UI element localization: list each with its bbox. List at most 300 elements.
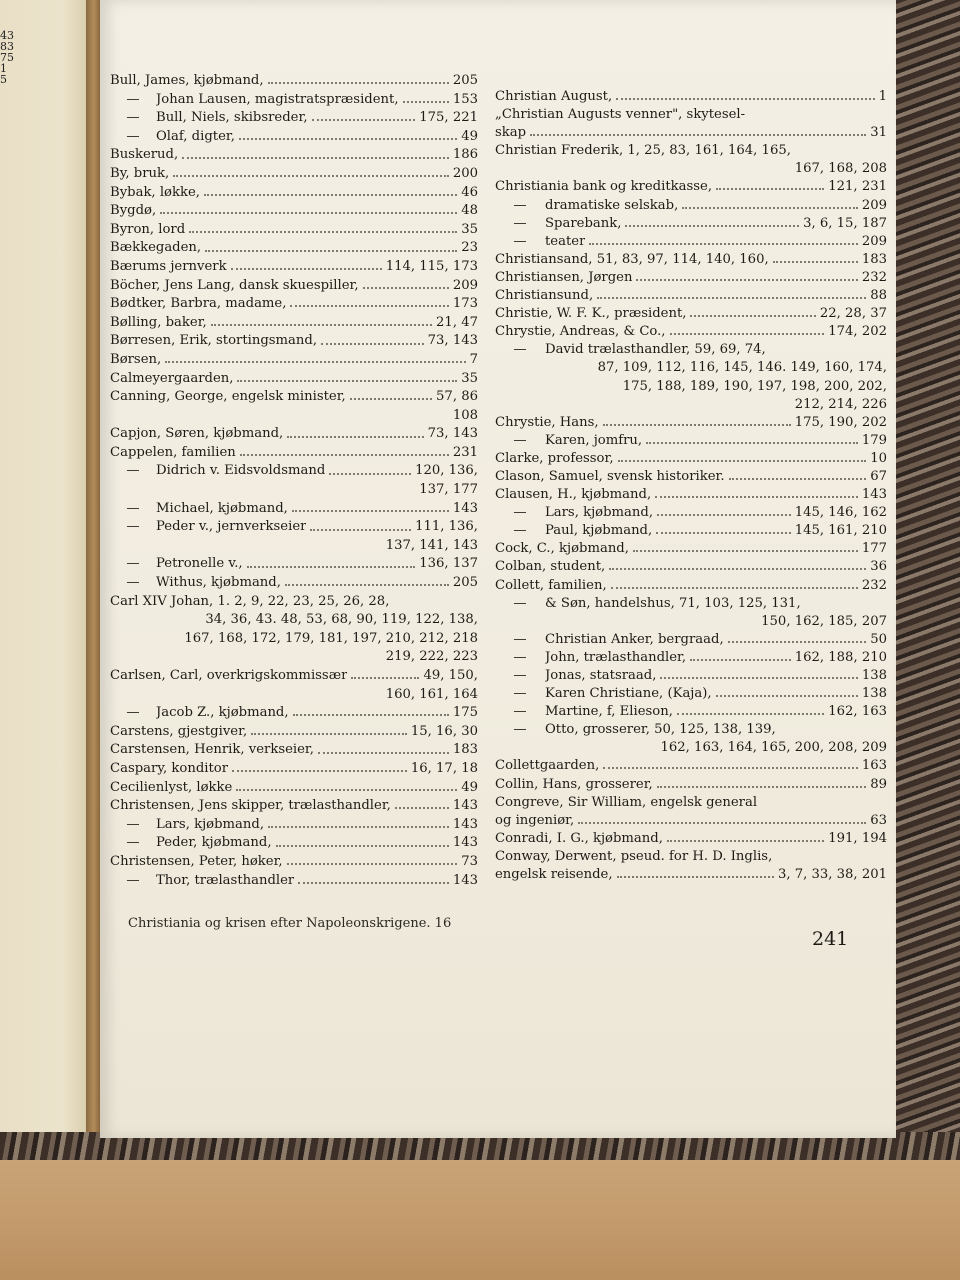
index-entry-leader	[268, 822, 449, 828]
index-entry-leader	[682, 203, 858, 209]
index-entry-name: Canning, George, engelsk minister,	[110, 389, 346, 405]
index-entry-leader	[204, 190, 457, 196]
facing-page-text	[0, 30, 20, 85]
index-entry-leader	[618, 456, 867, 462]
facing-page	[0, 0, 90, 1150]
index-entry	[495, 577, 887, 595]
index-entry-leader	[247, 562, 416, 568]
index-entry	[495, 595, 887, 613]
index-entry-pages: 177	[861, 541, 887, 557]
index-entry-leader	[646, 438, 858, 444]
index-entry-name: Bærums jernverk	[110, 258, 227, 274]
index-entry-leader	[173, 171, 449, 177]
index-entry-pages: 175, 190, 202	[794, 414, 887, 430]
index-entry-pages: 175, 221	[419, 110, 478, 126]
index-entry-leader	[660, 673, 857, 679]
index-entry-name: dramatiske selskab,	[545, 197, 679, 213]
index-entry	[495, 468, 887, 486]
index-entry-pages: 67	[870, 468, 887, 484]
index-entry	[495, 649, 887, 667]
index-entry	[110, 221, 478, 240]
facing-page-fragment: 43	[0, 29, 14, 42]
index-entry-name: Karen, jomfru,	[545, 432, 643, 448]
index-entry-leader	[716, 691, 858, 697]
index-entry-name: Petronelle v.,	[156, 556, 243, 572]
index-entry	[495, 830, 887, 848]
index-entry	[495, 341, 887, 359]
index-entry-pages: 87, 109, 112, 116, 145, 146. 149, 160, 174,	[597, 360, 887, 376]
index-entry	[110, 834, 478, 853]
index-entry-leader	[232, 766, 407, 772]
index-entry	[495, 305, 887, 323]
index-entry-pages: 73, 143	[427, 426, 478, 442]
index-entry-pages: 200	[452, 165, 478, 181]
index-entry-leader	[655, 492, 858, 498]
index-entry	[110, 648, 478, 667]
index-entry-name: Thor, trælasthandler	[156, 872, 295, 888]
index-entry-leader	[287, 432, 423, 438]
index-entry-name: Christie, W. F. K., præsident,	[495, 306, 687, 322]
index-entry	[110, 741, 478, 760]
index-entry	[110, 128, 478, 147]
index-entry-leader	[690, 311, 815, 317]
index-entry-pages: 89	[870, 776, 887, 792]
index-entry-pages: 153	[452, 91, 478, 107]
index-entry-dash: —	[126, 705, 140, 721]
index-entry	[110, 872, 478, 891]
index-entry-name: Congreve, Sir William, engelsk general	[495, 794, 758, 810]
index-entry-pages: 145, 161, 210	[794, 523, 887, 539]
index-entry-name: Christian August,	[495, 89, 613, 104]
index-entry-pages: 3, 7, 33, 38, 201	[777, 867, 887, 883]
index-entry	[495, 504, 887, 522]
index-entry	[110, 202, 478, 221]
index-entry-leader	[310, 525, 411, 531]
index-entry-dash: —	[513, 668, 527, 683]
index-entry-pages: 31	[870, 125, 887, 141]
index-entry	[110, 704, 478, 723]
index-entry-pages: 138	[861, 686, 887, 702]
index-entry	[495, 106, 887, 124]
index-entry-leader	[578, 818, 866, 824]
index-entry-pages: 173	[452, 296, 478, 312]
index-entry-pages: 183	[452, 742, 478, 758]
index-entry	[110, 462, 478, 481]
marbled-cover-right	[890, 0, 960, 1160]
index-entry-leader	[205, 246, 457, 252]
index-entry-dash: —	[126, 463, 140, 479]
index-entry	[495, 540, 887, 558]
index-entry-name: Lars, kjøbmand,	[545, 505, 654, 521]
index-entry-pages: 49	[461, 128, 478, 144]
index-entry-pages: 136, 137	[419, 556, 478, 572]
index-entry-leader	[603, 764, 858, 770]
facing-page-fragment: 75	[0, 51, 14, 64]
index-entry	[110, 630, 478, 649]
index-entry-name: Bødtker, Barbra, madame,	[110, 296, 287, 312]
index-entry-pages: 35	[461, 221, 478, 237]
index-entry	[495, 631, 887, 649]
index-entry-pages: 179	[861, 432, 887, 448]
index-entry	[495, 757, 887, 775]
index-entry-name: Clausen, H., kjøbmand,	[495, 487, 652, 503]
index-entry-pages: 167, 168, 208	[794, 161, 887, 177]
index-entry-pages: 49, 150,	[423, 668, 478, 683]
index-entry-leader	[236, 785, 457, 791]
index-entry-name: „Christian Augusts venner", skytesel-	[495, 107, 746, 123]
index-entry-name: Christiansen, Jørgen	[495, 269, 633, 285]
index-entry-leader	[240, 450, 449, 456]
index-entry	[110, 332, 478, 351]
index-entry-dash: —	[513, 649, 527, 665]
index-entry-leader	[329, 469, 411, 475]
index-entry-name: Paul, kjøbmand,	[545, 523, 653, 539]
index-entry	[495, 287, 887, 305]
index-entry	[495, 794, 887, 812]
index-entry-name: Børsen,	[110, 351, 162, 367]
index-entry-pages: 174, 202	[828, 324, 887, 340]
index-entry-name: Didrich v. Eidsvoldsmand	[156, 463, 326, 479]
index-entry-pages: 73	[461, 853, 478, 869]
index-entry	[495, 522, 887, 540]
index-entry-leader	[773, 257, 858, 263]
index-entry	[110, 314, 478, 333]
index-entry-name: Otto, grosserer, 50, 125, 138, 139,	[545, 722, 776, 738]
index-entry-leader	[589, 239, 857, 245]
index-entry-dash: —	[126, 91, 140, 107]
index-entry-pages: 111, 136,	[415, 519, 478, 535]
index-entry-pages: 160, 161, 164	[385, 686, 478, 702]
index-entry	[110, 797, 478, 816]
index-entry-dash: —	[126, 110, 140, 126]
index-entry	[110, 407, 478, 426]
index-entry	[495, 667, 887, 685]
index-entry-pages: 137, 177	[419, 482, 478, 498]
index-entry	[495, 269, 887, 287]
index-entry	[495, 396, 887, 414]
index-entry-name: Capjon, Søren, kjøbmand,	[110, 426, 284, 442]
index-entry-name: Conway, Derwent, pseud. for H. D. Inglis,	[495, 848, 773, 864]
index-entry-dash: —	[513, 215, 527, 231]
index-entry-pages: 167, 168, 172, 179, 181, 197, 210, 212, 218	[184, 630, 478, 646]
index-entry-pages: 21, 47	[436, 314, 478, 330]
index-entry-leader	[268, 78, 449, 84]
index-entry-pages: 191, 194	[828, 830, 887, 846]
index-entry	[110, 109, 478, 128]
index-entry-pages: 209	[861, 233, 887, 249]
index-entry-name: Carstens, gjestgiver,	[110, 723, 248, 739]
index-entry	[495, 486, 887, 504]
index-entry-name: Michael, kjøbmand,	[156, 500, 288, 516]
index-entry-dash: —	[513, 505, 527, 521]
index-entry	[110, 146, 478, 165]
index-entry-name: Peder, kjøbmand,	[156, 835, 272, 851]
index-entry-dash: —	[126, 816, 140, 832]
index-entry-leader	[276, 841, 449, 847]
index-entry	[110, 779, 478, 798]
index-entry	[110, 667, 478, 686]
index-entry	[110, 91, 478, 110]
index-entry-name: Lars, kjøbmand,	[156, 816, 265, 832]
index-entry-name: Bybak, løkke,	[110, 184, 200, 200]
index-entry-pages: 120, 136,	[415, 463, 478, 479]
index-entry-name: Carstensen, Henrik, verkseier,	[110, 742, 314, 758]
index-entry-pages: 143	[452, 872, 478, 888]
index-entry	[110, 72, 478, 91]
index-entry-name: Bull, James, kjøbmand,	[110, 73, 264, 88]
index-entry-name: Sparebank,	[545, 215, 622, 231]
index-entry-name: Martine, f, Elieson,	[545, 704, 673, 720]
index-entry-leader	[403, 97, 449, 103]
index-entry-leader	[211, 320, 432, 326]
index-entry-pages: 232	[861, 269, 887, 285]
index-entry	[495, 739, 887, 757]
index-entry	[110, 500, 478, 519]
index-entry-pages: 175	[452, 705, 478, 721]
index-entry	[110, 816, 478, 835]
index-entry-pages: 88	[870, 288, 887, 304]
index-entry	[495, 88, 887, 106]
index-entry-pages: 50	[870, 631, 887, 647]
index-entry-dash: —	[513, 686, 527, 702]
index-entry-pages: 63	[870, 812, 887, 828]
index-entry-pages: 121, 231	[828, 179, 887, 195]
index-entry-leader	[293, 711, 449, 717]
index-entry	[110, 370, 478, 389]
index-entry-leader	[667, 836, 824, 842]
index-entry-leader	[597, 293, 866, 299]
index-entry-leader	[285, 580, 449, 586]
index-entry-leader	[395, 803, 449, 809]
index-entry-dash: —	[126, 519, 140, 535]
index-entry-name: Conradi, I. G., kjøbmand,	[495, 830, 663, 846]
index-entry	[495, 776, 887, 794]
index-entry-leader	[616, 94, 874, 100]
index-entry-leader	[656, 528, 791, 534]
index-entry-leader	[611, 583, 858, 589]
index-entry-pages: 205	[452, 73, 478, 88]
index-entry-pages: 209	[452, 277, 478, 293]
index-entry	[110, 258, 478, 277]
index-entry-pages: 232	[861, 577, 887, 593]
index-entry	[495, 124, 887, 142]
index-entry-leader	[239, 134, 457, 140]
index-entry-name: & Søn, handelshus, 71, 103, 125, 131,	[545, 595, 801, 611]
index-entry-leader	[729, 474, 867, 480]
index-entry	[495, 812, 887, 830]
index-entry-pages: 48	[461, 203, 478, 219]
index-entry	[110, 593, 478, 612]
index-entry-pages: 175, 188, 189, 190, 197, 198, 200, 202,	[622, 378, 887, 394]
table-surface	[0, 1140, 960, 1280]
index-entry-leader	[160, 208, 457, 214]
index-entry-name: Böcher, Jens Lang, dansk skuespiller,	[110, 277, 359, 293]
index-entry	[495, 233, 887, 251]
index-entry-name: Cock, C., kjøbmand,	[495, 541, 629, 557]
index-entry	[110, 277, 478, 296]
index-entry-leader	[287, 859, 458, 865]
index-entry-name: Bygdø,	[110, 203, 157, 219]
index-entry-name: Colban, student,	[495, 559, 606, 575]
index-entry-pages: 23	[461, 240, 478, 256]
index-entry-leader	[321, 339, 424, 345]
index-entry-leader	[625, 221, 799, 227]
index-entry-name: Bull, Niels, skibsreder,	[156, 110, 308, 126]
index-entry	[495, 178, 887, 196]
index-entry-pages: 7	[469, 351, 478, 367]
index-entry-name: og ingeniør,	[495, 812, 575, 828]
index-entry-pages: 162, 163, 164, 165, 200, 208, 209	[660, 740, 887, 756]
index-entry-dash: —	[126, 872, 140, 888]
index-entry-name: Clason, Samuel, svensk historiker.	[495, 468, 725, 484]
index-entry-leader	[189, 227, 457, 233]
index-entry-name: Caspary, konditor	[110, 760, 229, 776]
index-entry-pages: 16, 17, 18	[410, 760, 478, 776]
index-entry-leader	[603, 420, 791, 426]
index-entry	[495, 142, 887, 160]
index-entry-pages: 212, 214, 226	[794, 396, 887, 412]
index-entry-name: Jacob Z., kjøbmand,	[156, 705, 289, 721]
index-entry-pages: 108	[452, 407, 478, 423]
index-entry-name: Calmeyergaarden,	[110, 370, 234, 386]
index-entry-pages: 10	[870, 450, 887, 466]
index-entry-dash: —	[513, 631, 527, 647]
index-entry-dash: —	[513, 233, 527, 249]
index-entry-name: Bølling, baker,	[110, 314, 207, 330]
index-entry-name: Johan Lausen, magistratspræsident,	[156, 91, 399, 107]
index-entry-name: Cappelen, familien	[110, 444, 236, 460]
index-entry-name: Chrystie, Hans,	[495, 414, 599, 430]
index-entry-name: David trælasthandler, 59, 69, 74,	[545, 342, 766, 358]
index-entry-name: Børresen, Erik, stortingsmand,	[110, 333, 318, 349]
index-entry	[495, 848, 887, 866]
index-entry-name: Karen Christiane, (Kaja),	[545, 686, 712, 702]
index-entry	[495, 558, 887, 576]
index-entry-name: Bækkegaden,	[110, 240, 202, 256]
index-entry	[495, 432, 887, 450]
index-entry-pages: 57, 86	[436, 389, 478, 405]
index-entry	[495, 613, 887, 631]
index-entry	[110, 723, 478, 742]
index-entry-pages: 15, 16, 30	[410, 723, 478, 739]
index-entry-dash: —	[513, 722, 527, 738]
index-entry-leader	[312, 116, 416, 122]
index-entry	[110, 295, 478, 314]
index-entry	[110, 611, 478, 630]
index-entry-leader	[351, 673, 419, 679]
index-entry-name: Christiansand, 51, 83, 97, 114, 140, 160,	[495, 251, 769, 267]
index-entry	[495, 721, 887, 739]
index-entry-pages: 36	[870, 559, 887, 575]
index-entry-name: Christian Frederik, 1, 25, 83, 161, 164, 165,	[495, 143, 791, 159]
index-entry-leader	[690, 655, 791, 661]
index-entry	[495, 685, 887, 703]
index-entry-name: Collett, familien,	[495, 577, 607, 593]
index-entry-dash: —	[126, 835, 140, 851]
index-entry-dash: —	[513, 523, 527, 539]
index-entry-leader	[670, 329, 825, 335]
index-entry-pages: 22, 28, 37	[819, 306, 887, 322]
index-entry-pages: 183	[861, 251, 887, 267]
index-entry-leader	[165, 357, 465, 363]
index-entry-leader	[617, 872, 774, 878]
index-entry	[110, 555, 478, 574]
index-entry-dash: —	[513, 704, 527, 720]
index-entry-name: skap	[495, 125, 527, 141]
index-entry	[495, 215, 887, 233]
index-entry-leader	[182, 153, 449, 159]
index-entry-name: Withus, kjøbmand,	[156, 575, 281, 591]
index-entry-name: Collettgaarden,	[495, 758, 600, 774]
index-entry-pages: 150, 162, 185, 207	[761, 613, 887, 629]
index-entry	[495, 414, 887, 432]
index-entry-name: Christiansund,	[495, 288, 594, 304]
facing-page-fragment: 5	[0, 73, 7, 86]
index-entry	[110, 760, 478, 779]
index-entry	[495, 197, 887, 215]
index-entry	[110, 537, 478, 556]
index-entry-pages: 138	[861, 668, 887, 683]
index-entry	[495, 359, 887, 377]
index-entry-leader	[636, 275, 857, 281]
index-entry-pages: 205	[452, 575, 478, 591]
index-entry-leader	[292, 506, 449, 512]
index-entry-name: Peder v., jernverkseier	[156, 519, 307, 535]
index-entry	[110, 574, 478, 593]
index-entry	[495, 450, 887, 468]
index-entry	[110, 444, 478, 463]
index-entry-name: Olaf, digter,	[156, 128, 235, 144]
index-entry	[495, 160, 887, 178]
index-entry-leader	[657, 510, 791, 516]
index-entry-pages: 145, 146, 162	[794, 505, 887, 521]
index-entry-name: Clarke, professor,	[495, 450, 614, 466]
index-entry-leader	[530, 130, 866, 136]
index-entry	[110, 425, 478, 444]
index-entry-leader	[251, 729, 407, 735]
index-entry-pages: 49	[461, 779, 478, 795]
page-number: 241	[812, 928, 849, 950]
index-entry-leader	[290, 301, 448, 307]
index-entry-pages: 73, 143	[427, 333, 478, 349]
index-entry-dash: —	[513, 197, 527, 213]
index-column-right	[495, 88, 887, 884]
index-entry-leader	[657, 782, 866, 788]
index-entry-name: Christensen, Jens skipper, trælasthandler,	[110, 798, 391, 814]
index-entry	[110, 351, 478, 370]
index-entry-pages: 143	[861, 487, 887, 503]
index-entry-leader	[609, 565, 866, 571]
index-entry-dash: —	[126, 500, 140, 516]
index-entry-name: Buskerud,	[110, 147, 179, 163]
index-entry-name: Christiania bank og kreditkasse,	[495, 179, 713, 195]
index-entry-name: John, trælasthandler,	[545, 649, 687, 665]
index-entry	[110, 853, 478, 872]
index-entry-dash: —	[126, 575, 140, 591]
index-entry-name: Cecilienlyst, løkke	[110, 779, 233, 795]
index-entry-pages: 163	[861, 758, 887, 774]
index-entry-leader	[633, 546, 858, 552]
index-entry-leader	[677, 709, 824, 715]
page-footer: Christiania og krisen efter Napoleonskrigene. 16	[128, 916, 452, 931]
index-entry	[495, 251, 887, 269]
index-entry-pages: 219, 222, 223	[385, 649, 478, 665]
index-entry	[110, 481, 478, 500]
index-entry	[495, 866, 887, 884]
index-entry	[110, 686, 478, 705]
index-entry-dash: —	[513, 342, 527, 358]
index-entry-pages: 3, 6, 15, 187	[803, 215, 887, 231]
